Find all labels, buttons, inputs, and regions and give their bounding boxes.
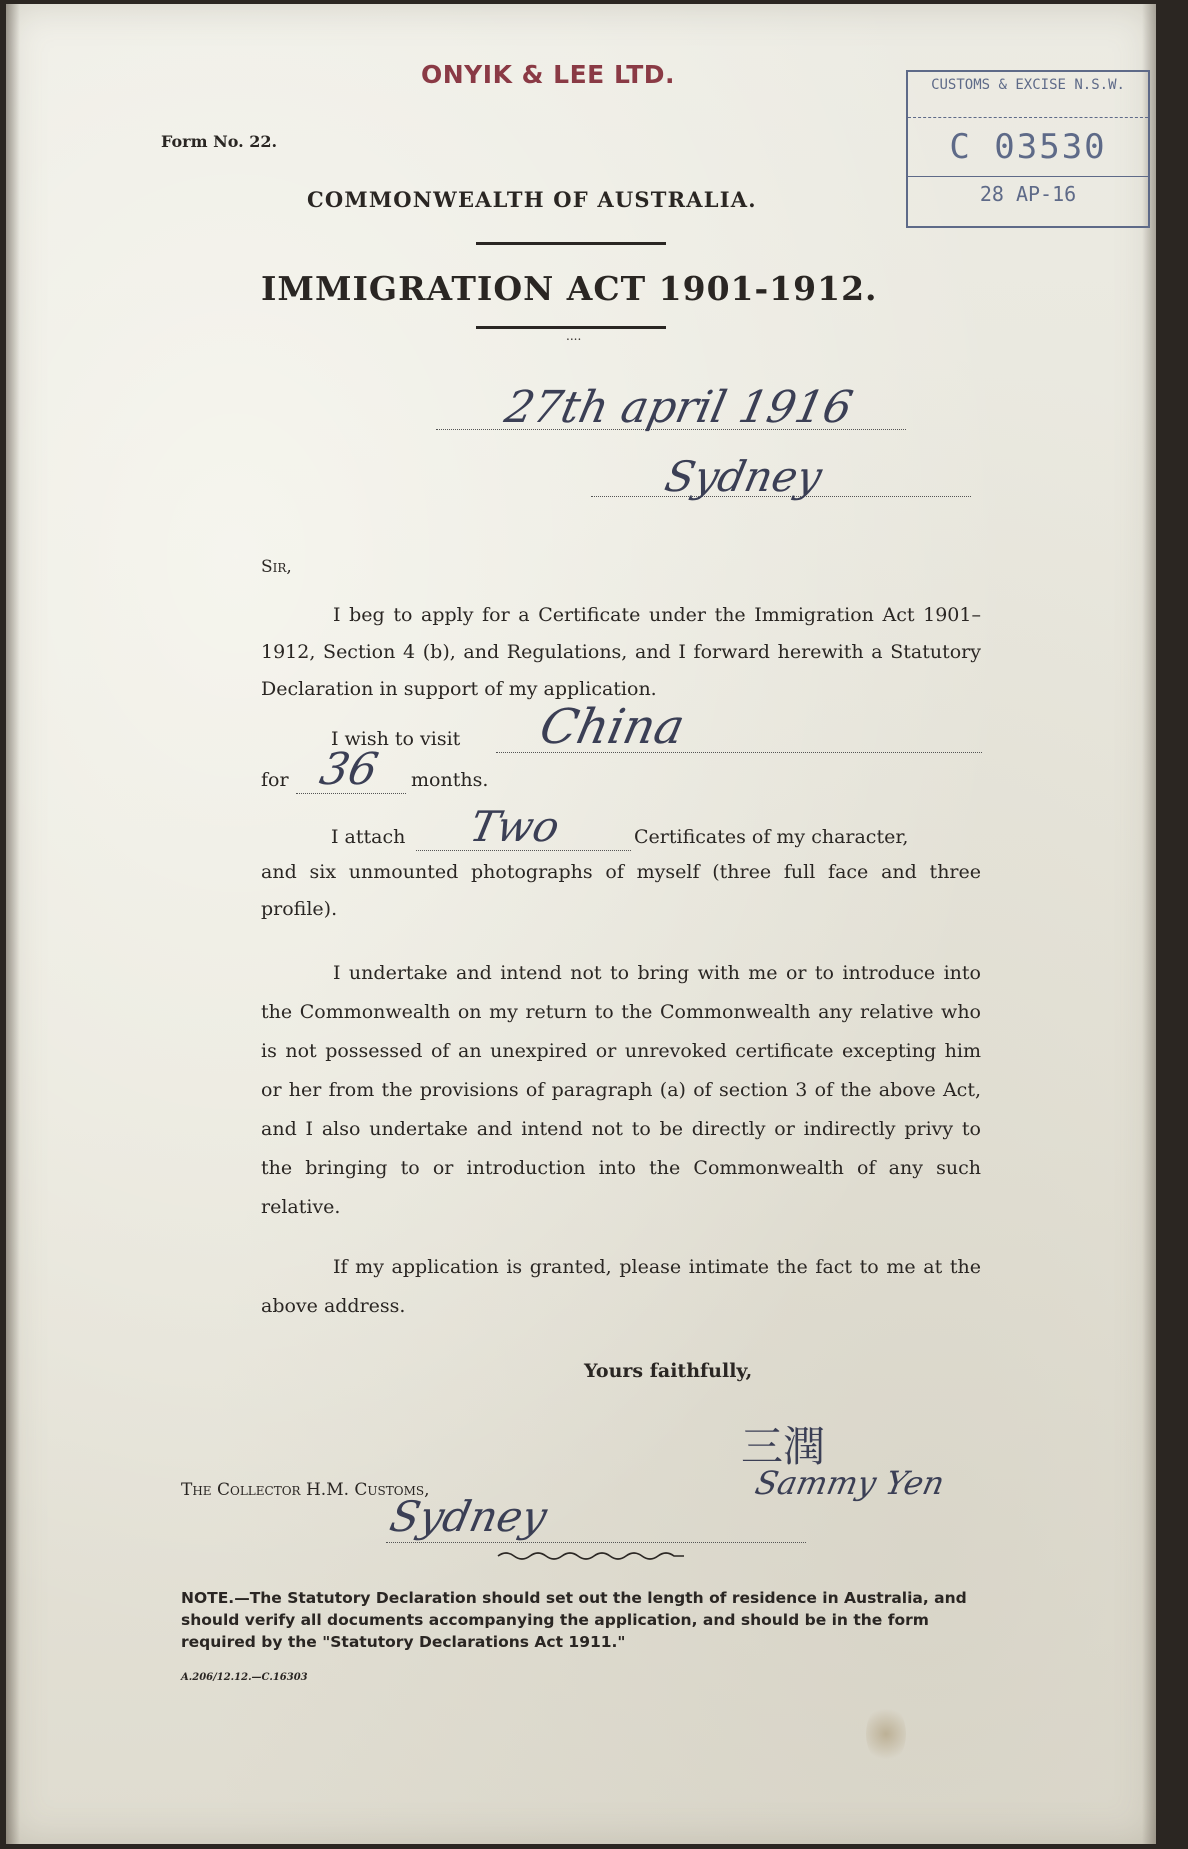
visit-destination: China (535, 699, 690, 755)
jurisdiction-heading: COMMONWEALTH OF AUSTRALIA. (307, 187, 757, 212)
date-handwritten: 27th april 1916 (500, 382, 857, 433)
months-label: months. (411, 769, 489, 791)
heading-rule-top (476, 242, 666, 245)
for-label: for (261, 769, 289, 791)
stamp-number: C 03530 (908, 118, 1148, 177)
attach-count: Two (465, 802, 564, 851)
page-edge-shadow-right (1142, 4, 1156, 1844)
application-paragraph: I beg to apply for a Certificate under the Immigration Act 1901–1912, Section 4 (b), and Regulations, and I forward herewith a Statutory Declaration in support of my application. (261, 604, 981, 700)
signature-chinese: 三潤 (741, 1422, 826, 1471)
printer-name: ONYIK & LEE LTD. (421, 60, 676, 89)
paper-stain (866, 1704, 906, 1764)
page-edge-shadow-left (6, 4, 20, 1844)
intimation-paragraph: If my application is granted, please intimate the fact to me at the above address. (261, 1256, 981, 1317)
act-title: IMMIGRATION ACT 1901-1912. (261, 269, 878, 308)
closing: Yours faithfully, (584, 1360, 753, 1382)
addressee-place: Sydney (385, 1492, 552, 1541)
attach-label: I attach (331, 826, 406, 848)
stamp-office: CUSTOMS & EXCISE N.S.W. (908, 72, 1148, 118)
print-code: A.206/12.12.—C.16303 (181, 1672, 308, 1683)
photographs-paragraph: and six unmounted photographs of myself (three full face and three profile). (261, 861, 981, 920)
heading-dots: .... (566, 329, 582, 343)
signature-name: Sammy Yen (751, 1464, 948, 1502)
form-number: Form No. 22. (161, 132, 278, 151)
addressee-line (386, 1542, 806, 1543)
duration-value: 36 (315, 744, 383, 795)
undertaking-paragraph: I undertake and intend not to bring with me or to introduce into the Commonwealth on my return to the Commonwealth any relative who is not possessed of an unexpired or unrevoked certificate excepting him or her from the provisions of paragraph (a) of section 3 of the above Act, and I also undertake and intend not to be directly or indirectly privy to the bringing to or introduction into the Commonwealth of any such relative. (261, 962, 981, 1218)
visit-label: I wish to visit (331, 728, 461, 750)
salutation: Sir, (261, 557, 292, 577)
stamp-date: 28 AP-16 (979, 182, 1077, 206)
place-handwritten: Sydney (660, 452, 827, 501)
flourish-underline (496, 1548, 686, 1562)
addressee: The Collector H.M. Customs, (181, 1480, 430, 1500)
customs-stamp (906, 70, 1150, 228)
form-page (6, 4, 1156, 1844)
footer-note: NOTE.—The Statutory Declaration should set out the length of residence in Australia, and should verify all documents accompanying the application, and should be in the form required by the "Statutory Declarations Act 1911." (181, 1589, 967, 1651)
certificates-label: Certificates of my character, (634, 826, 909, 848)
